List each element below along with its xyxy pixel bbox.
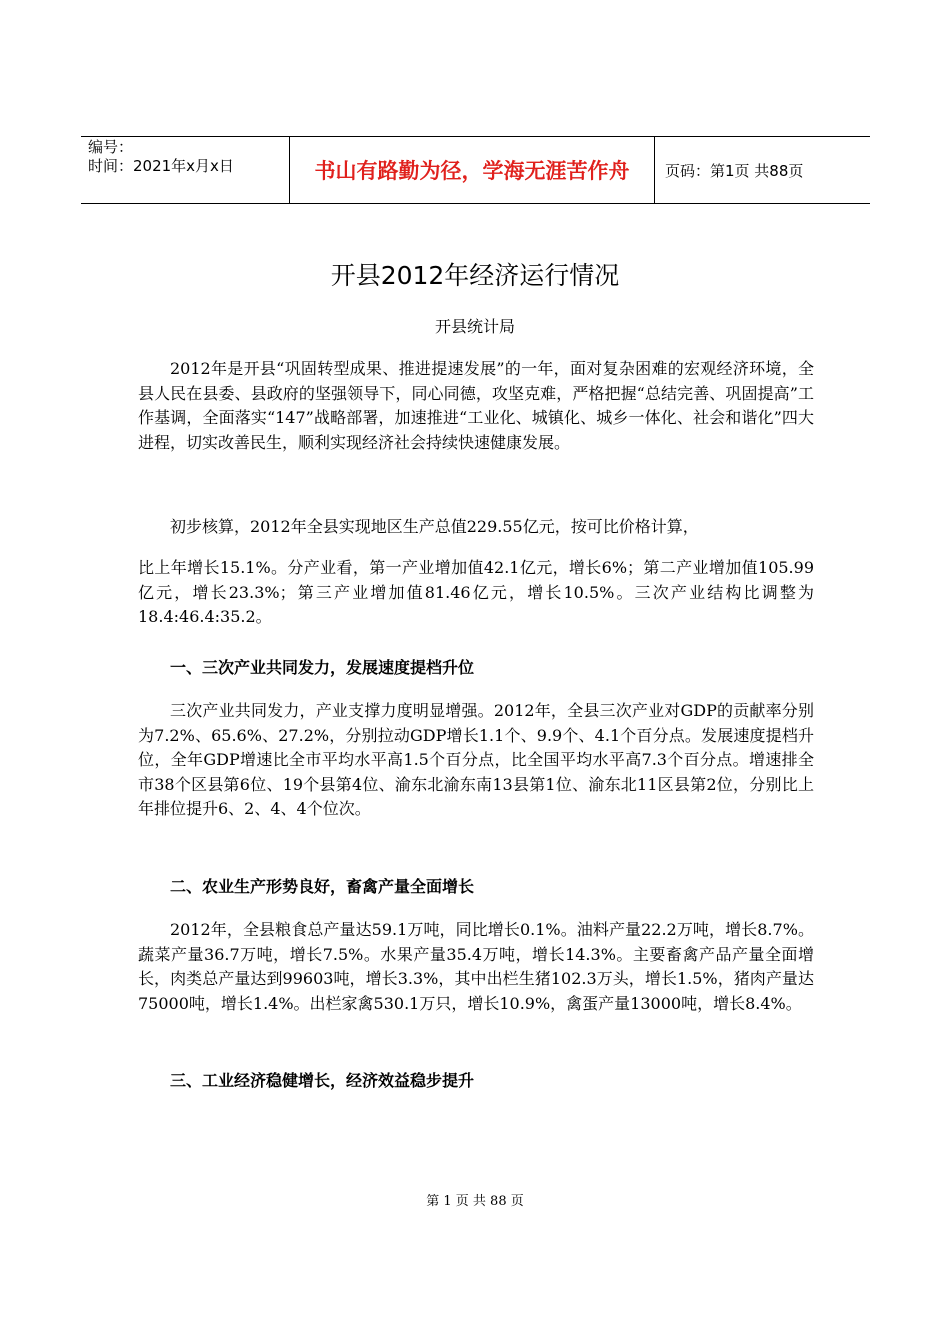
section2-paragraph: 2012年，全县粮食总产量达59.1万吨，同比增长0.1%。油料产量22.2万吨，增长8.7%。蔬菜产量36.7万吨，增长7.5%。水果产量35.4万吨，增长14.3%。主要畜禽产品产量全面增长，肉类总产量达到99603吨，增长3.3%，其中出栏生猪102.3万头，增长1.5%，猪肉产量达75000吨，增长1.4%。出栏家禽530.1万只，增长10.9%，禽蛋产量13000吨，增长8.4%。 xyxy=(138,920,814,1013)
header-time-label: 时间：2021年x月x日 xyxy=(88,157,234,175)
section2-heading: 二、农业生产形势良好，畜禽产量全面增长 xyxy=(170,877,475,896)
page-footer: 第 1 页 共 88 页 xyxy=(426,1194,524,1209)
header-number-label: 编号： xyxy=(88,138,134,156)
document-author: 开县统计局 xyxy=(434,317,515,336)
gdp-paragraph-line1: 初步核算，2012年全县实现地区生产总值229.55亿元，按可比价格计算， xyxy=(170,517,699,536)
gdp-paragraph-body: 比上年增长15.1%。分产业看，第一产业增加值42.1亿元，增长6%；第二产业增加值105.99亿元，增长23.3%；第三产业增加值81.46亿元，增长10.5%。三次产业结构比调整为18.4:46.4:35.2。 xyxy=(138,558,814,626)
intro-paragraph: 2012年是开县“巩固转型成果、推进提速发展”的一年，面对复杂困难的宏观经济环境，全县人民在县委、县政府的坚强领导下，同心同德，攻坚克难，严格把握“总结完善、巩固提高”工作基调，全面落实“147”战略部署，加速推进“工业化、城镇化、城乡一体化、社会和谐化”四大进程，切实改善民生，顺利实现经济社会持续快速健康发展。 xyxy=(138,359,814,452)
header-page-info: 页码：第1页 共88页 xyxy=(665,161,804,180)
header-meta xyxy=(88,138,288,176)
header-motto: 书山有路勤为径，学海无涯苦作舟 xyxy=(314,159,630,183)
section1-heading: 一、三次产业共同发力，发展速度提档升位 xyxy=(170,658,475,677)
section3-heading: 三、工业经济稳健增长，经济效益稳步提升 xyxy=(170,1071,475,1090)
document-title: 开县2012年经济运行情况 xyxy=(330,261,620,290)
page-header xyxy=(81,136,870,204)
section1-paragraph: 三次产业共同发力，产业支撑力度明显增强。2012年，全县三次产业对GDP的贡献率分别为7.2%、65.6%、27.2%，分别拉动GDP增长1.1个、9.9个、4.1个百分点。发展速度提档升位，全年GDP增速比全市平均水平高1.5个百分点，比全国平均水平高7.3个百分点。增速排全市38个区县第6位、19个县第4位、渝东北渝东南13县第1位、渝东北11区县第2位，分别比上年排位提升6、2、4、4个位次。 xyxy=(138,701,814,818)
header-divider-right xyxy=(654,137,655,203)
